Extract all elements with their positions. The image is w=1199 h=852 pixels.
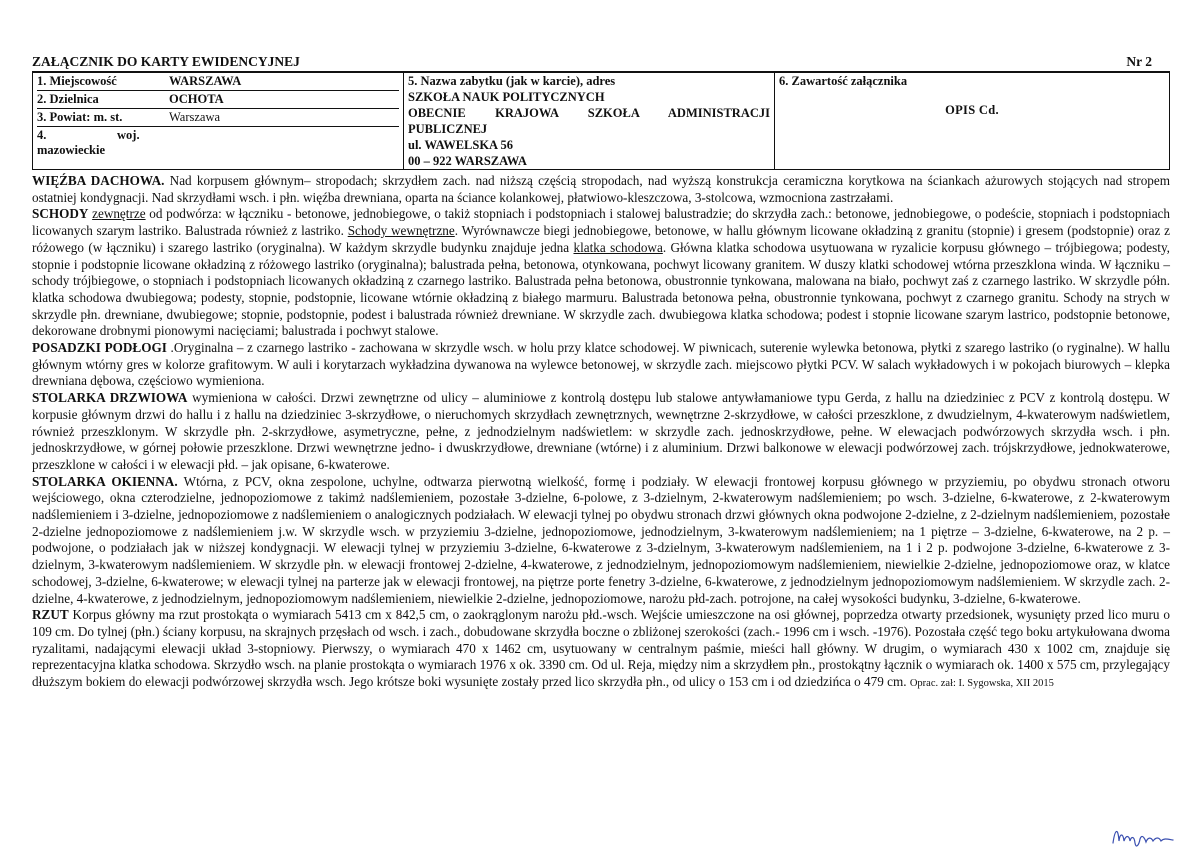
monument-name-address: 5. Nazwa zabytku (jak w karcie), adres SZKOŁA NAUK POLITYCZNYCH OBECNIE KRAJOWA SZKOŁA ADMINISTRACJI PUBLICZNEJ ul. WAWELSKA 56 00 – 922 WARSZAWA xyxy=(404,73,775,170)
section-windows: STOLARKA OKIENNA. Wtórna, z PCV, okna zespolone, uchylne, odtwarza pierwotną wielkość, formę i podziały. W elewacji frontowej korpusu głównego w przyziemiu, po obydwu stronach otworu wejściowego, okna czterodzielne, jednopoziomowe z takimż nadślemieniem, pozostałe 3-dzielne, 6-polowe, z 3-dzielnym, 2-kwaterowym nadślemieniem; po wsch. 3-dzielne, 6-kwaterowe, z 2-kwaterowym nadślemieniem i 3-dzielne, jednopoziomowe z nadślemieniem o analogicznych podziałach. W elewacji tylnej po obydwu stronach drzwi głównych okna podwojone 2-dzielne, z 2-dzielnym nadślemieniem, pozostałe 2-dzielne jednopoziomowe z nadślemieniem j.w. W skrzydle wsch. w przyziemiu 3-dzielne, jednopoziomowe, jednodzielnym, 3-kwaterowym nadślemieniem; na 1 piętrze – 3-dzielne, 6-kwaterowe, na 2 p. – podwojone, o podziałach jak w niższej kondygnacji. W elewacji tylnej w przyziemiu 3-dzielne, 6-kwaterowe z 3-dzielnym, 3-kwaterowym nadślemieniem, na 1 i 2 p. podwojone 3-dzielne, 6-kwaterowe z 3-dzielnym, 3-kwaterowym nadślemieniem. W skrzydle płn. w elewacji frontowej 2-dzielne, 4-kwaterowe, z jednodzielnym, jednopoziomowym nadślemieniem, niewielkie 2-dzielne, jednopoziomowe oraz, w klatce schodowej, 3-dzielne, 6-kwaterowe; w elewacji tylnej na parterze jak w elewacji frontowej, na piętrze porte fenetry 3-dzielne, 6-kwaterowe, z jednodzielnym jednopoziomowym nadślemieniem. W skrzydle zach. 2-dzielne, 4-kwaterowe, z jednodzielnym, jednopoziomowym nadślemieniem, niewielkie 2-dzielne, jednopoziomowe, narożu płd-zach. potrojone, na całej wysokości budynku, 3-dzielne, 6-kwaterowe. xyxy=(32,473,1171,606)
field-county: 3. Powiat: m. st. Warszawa xyxy=(37,109,399,127)
handwritten-signature xyxy=(1109,823,1179,849)
description-body xyxy=(32,173,1170,693)
section-stairs: SCHODY zewnętrze od podwórza: w łączniku - betonowe, jednobiegowe, o takiż stopniach i podstopniach i stalowej balustradzie; do skrzydła zach.: betonowe, jednobiegowe, o podeście, stopniach i podstopniach licowanych szarym lastriko. Balustrada również z lastriko. Schody wewnętrzne. Wyrównawcze biegi jednobiegowe, betonowe, w hallu głównym licowane okładziną z granitu (stopnie) i gresem (podstopnie) oraz z różowego (w łączniku) i szarego lastriko (oryginalna). W każdym skrzydle budynku znajduje jedna klatka schodowa. Główna klatka schodowa usytuowana w ryzalicie korpusu głównego – trójbiegowa; podesty, stopnie i podstopnie licowane okładziną z różowego lastriko (oryginalna); balustrada pełna, betonowa, otynkowana, pochwyt licowany granitem. W duszy klatki schodowej wtórna przeszklona winda. W łączniku – schody trójbiegowe, o stopniach i podstopniach licowanych okładziną z czarnego lastriko. Balustrada pełna betonowa, obustronnie tynkowana, malowana na biało, pochwyt zaś z czarnego lastriko. W skrzydle półn. klatka schodowa dwubiegowa; podesty, stopnie, podstopnie, licowane wtórnie okładziną z białego marmuru. Balustrada betonowa pełna, obustronnie tynkowana, pochwyt z czarnego granitu. Schody na strych w skrzydle płn. drewniane, dwubiegowe; stopnie, podstopnie, podest i balustrada również drewniane. W skrzydle zach. dwubiegowa klatka schodowa; podest i stopnie licowane szarym lastrico, podstopnie betonowe, dekorowane drobnymi pionowymi nacięciami; balustrada i pochwyt stalowe. xyxy=(32,206,1171,339)
header-line xyxy=(32,54,1170,72)
section-floor-plan: RZUT Korpus główny ma rzut prostokąta o wymiarach 5413 cm x 842,5 cm, o zaokrąglonym narożu płd.-wsch. Wejście umieszczone na osi głównej, poprzedza otwarty przedsionek, wysunięty przed lico muru o 109 cm. Do tylnej (płn.) ściany korpusu, na skrajnych przęsłach od wsch. i zach., dobudowane skrzydła boczne o zbliżonej szerokości (zach.- 1996 cm i wsch. -1976). Pozostała część tego boku artykułowana dwoma ryzalitami, nadającymi elewacji układ 3-stopniowy. Pierwszy, o wymiarach 470 x 1462 cm, usytuowany w centralnym paśmie, mieści hall główny. W drugim, o wymiarach 430 x 1002 cm, znajduje się reprezentacyjna klatka schodowa. Skrzydło wsch. na planie prostokąta o wymiarach 1976 x ok. 3390 cm. Od ul. Reja, między nim a skrzydłem płn., prostokątny łącznik o wymiarach ok. 1400 x 575 cm, przylegający dłuższym bokiem do elewacji podwórzowej skrzydła wsch. Jego krótsze boki wysunięte zostały przed lico skrzydła płn., od ulicy o 153 cm i od dziedzińca o 479 cm. Oprac. zał: I. Sygowska, XII 2015 xyxy=(32,607,1170,690)
document-page xyxy=(32,54,1170,693)
location-fields xyxy=(33,73,404,170)
document-title: ZAŁĄCZNIK DO KARTY EWIDENCYJNEJ xyxy=(32,54,300,69)
field-voivodeship: 4. woj. mazowieckie xyxy=(37,128,140,157)
field-locality: 1. Miejscowość WARSZAWA xyxy=(37,73,399,91)
attachment-number: Nr 2 xyxy=(1126,54,1152,69)
author-note: Oprac. zał: I. Sygowska, XII 2015 xyxy=(909,678,1054,690)
section-floors: POSADZKI PODŁOGI .Oryginalna – z czarnego lastriko - zachowana w skrzydle wsch. w holu przy klatce schodowej. W piwnicach, suterenie wylewka betonowa, płytki z szarego lastriko (o ryginalne). W hallu głównym wtórny gres w kolorze grafitowym. W auli i korytarzach wykładzina dywanowa na wylewce betonowej, w skrzydle zach. miejscowo płytki PCV. W salach wykładowych i w pokojach biurowych – klepka drewniana dębowa, częściowo wymieniona. xyxy=(32,340,1170,389)
field-district: 2. Dzielnica OCHOTA xyxy=(37,91,399,109)
section-roof-truss: WIĘŹBA DACHOWA. Nad korpusem głównym– stropodach; skrzydłem zach. nad niższą częścią stropodach, nad wyższą konstrukcja ceramiczna korytkowa na ściankach ażurowych stojących nad stropem ostatniej kondygnacji. Nad skrzydłami wsch. i płn. więźba drewniana, oparta na ściance kolankowej, płatwiowo-kleszczowa, 3-stolcowa, wzmocniona zastrzałami. xyxy=(32,173,1170,205)
attachment-contents: 6. Zawartość załącznika OPIS Cd. xyxy=(775,73,1170,170)
header-table xyxy=(32,72,1170,170)
section-doors: STOLARKA DRZWIOWA wymieniona w całości. Drzwi zewnętrzne od ulicy – aluminiowe z kontrolą dostępu lub stalowe antywłamaniowe typu Gerda, z hallu na dziedziniec z PCV z kontrolą dostępu. W korpusie głównym drzwi do hallu i z hallu na dziedziniec 3-skrzydłowe, o nieruchomych skrzydłach zewnętrznych, wewnętrzne 2-skrzydłowe, w całości przeszklone, z dwudzielnym, 4-kwaterowym nadświetlem, również przeszklonym. W skrzydle płn. 2-skrzydłowe, asymetryczne, pełne, z jednodzielnym nadświetlem: w skrzydle zach. jednoskrzydłowe, pełne. W elewacjach podwórzowych skrzydła wsch. i płn. jednoskrzydłowe, w górnej połowie przeszklone. Drzwi wewnętrzne jedno- i dwuskrzydłowe, drewniane (wtórne) i z aluminium. Drzwi balkonowe w elewacji podwórzowej zach. trójskrzydłowe, jednokwaterowe, przeszklone w całości i w elewacji płd. – jak opisane, 6-kwaterowe. xyxy=(32,390,1170,472)
